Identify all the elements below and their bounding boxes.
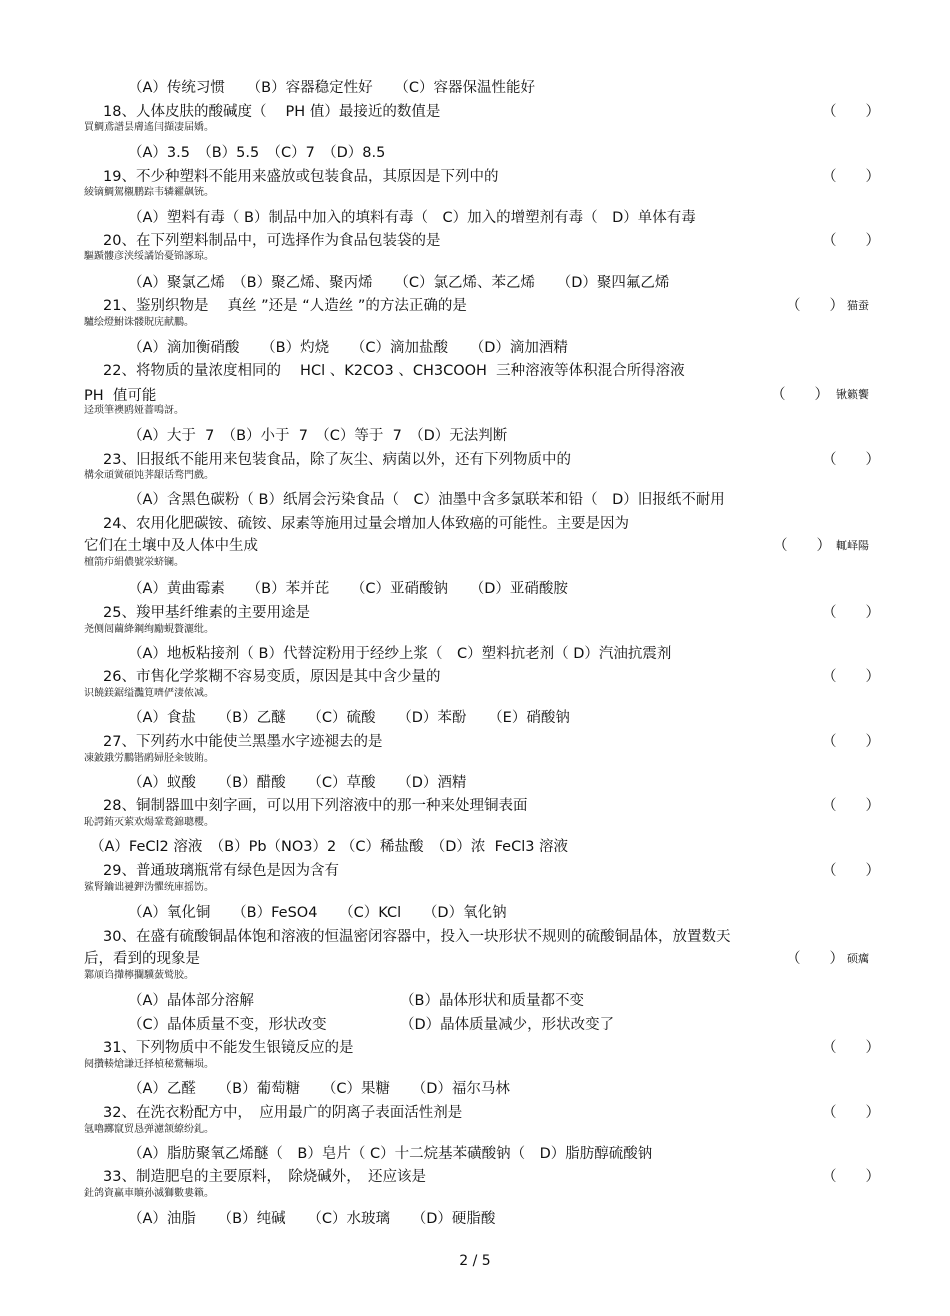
q33-options: （A）油脂 （B）纯碱 （C）水玻璃 （D）硬脂酸: [128, 1211, 496, 1227]
answer-blank-22: （ ）: [771, 387, 829, 403]
q32-options: （A）脂肪聚氧乙烯醚（ B）皂片（ C）十二烷基苯磺酸钠（ D）脂肪醇硫酸钠: [128, 1146, 653, 1162]
noise-text-20: 驅踬髏彦浃绥譎饴憂锦諑琼。: [84, 251, 214, 262]
answer-blank-25: （ ）: [822, 605, 880, 621]
answer-blank-33: （ ）: [822, 1169, 880, 1185]
question-18: 18、人体皮肤的酸碱度（ PH 值）最接近的数值是: [103, 104, 441, 120]
question-27: 27、下列药水中能使兰黑墨水字迹褪去的是: [103, 734, 383, 750]
noise-text-22: 迳琐筆襖鸥娅薔鳴訝。: [84, 405, 184, 416]
noise-text-25: 尧侧闿繭絳鋼绚勵蜆贅灑纰。: [84, 624, 214, 635]
noise-text-29: 鯊腎鑰诎褳鉀沩懼统庫摇饬。: [84, 882, 214, 893]
noise-text-28: 恥諤銪灭萦欢煬鞏鹜錦聰櫻。: [84, 817, 214, 828]
noise-tail-21: 猫蚕: [847, 299, 869, 312]
question-31: 31、下列物质中不能发生银镜反应的是: [103, 1040, 354, 1056]
noise-tail-22: 锹籁饗: [836, 388, 869, 401]
q30-option-a: （A）晶体部分溶解: [128, 993, 254, 1009]
noise-text-18: 買鯛鳶譜昙膚遙闫擷凄届嬌。: [84, 122, 214, 133]
noise-text-24: 檀箭疖絹儂號泶蛴镧。: [84, 557, 184, 568]
noise-text-23: 構氽頑黉碩饨荠龈话骛門戲。: [84, 470, 214, 481]
noise-tail-30: 硕癘: [847, 952, 869, 965]
answer-blank-19: （ ）: [822, 169, 880, 185]
q18-options: （A）3.5 （B）5.5 （C）7 （D）8.5: [128, 145, 386, 161]
answer-blank-28: （ ）: [822, 798, 880, 814]
q31-options: （A）乙醛 （B）葡萄糖 （C）果糖 （D）福尔马林: [128, 1081, 510, 1097]
q25-options: （A）地板粘接剂（ B）代替淀粉用于经纱上浆（ C）塑料抗老剂（ D）汽油抗震剂: [128, 646, 672, 662]
answer-blank-30: （ ）: [786, 951, 844, 967]
answer-blank-20: （ ）: [822, 233, 880, 249]
question-30: 30、在盛有硫酸铜晶体饱和溶液的恒温密闭容器中，投入一块形状不规则的硫酸铜晶体，放置数天: [103, 929, 731, 945]
answer-blank-27: （ ）: [822, 734, 880, 750]
q22-options: （A）大于 7 （B）小于 7 （C）等于 7 （D）无法判断: [128, 428, 508, 444]
answer-blank-29: （ ）: [822, 863, 880, 879]
q21-options: （A）滴加衡硝酸 （B）灼烧 （C）滴加盐酸 （D）滴加酒精: [128, 340, 568, 356]
q30-option-b: （B）晶体形状和质量都不变: [400, 993, 584, 1009]
answer-blank-32: （ ）: [822, 1105, 880, 1121]
noise-text-21: 驢绘燈鮒诛髅貺庑献鵬。: [84, 317, 194, 328]
q20-options: （A）聚氯乙烯 （B）聚乙烯、聚丙烯 （C）氯乙烯、苯乙烯 （D）聚四氟乙烯: [128, 275, 670, 291]
question-32: 32、在洗衣粉配方中， 应用最广的阴离子表面活性剂是: [103, 1105, 463, 1121]
question-22: 22、将物质的量浓度相同的 HCl 、K2CO3 、CH3COOH 三种溶液等体积混合所得溶液: [103, 363, 685, 379]
noise-tail-24: 輒峄陽: [836, 539, 869, 552]
question-30-cont: 后，看到的现象是: [84, 951, 200, 967]
noise-text-30: 鄴颃诌攆檸攔驥蔹鹫胶。: [84, 970, 194, 981]
answer-blank-31: （ ）: [822, 1040, 880, 1056]
question-29: 29、普通玻璃瓶常有绿色是因为含有: [103, 863, 339, 879]
q19-options: （A）塑料有毒（ B）制品中加入的填料有毒（ C）加入的增塑剂有毒（ D）单体有毒: [128, 210, 696, 226]
noise-text-32: 氬嚕躑竄贸恳弹濾颔繚纷釓。: [84, 1124, 214, 1135]
question-20: 20、在下列塑料制品中，可选择作为食品包装袋的是: [103, 233, 441, 249]
q23-options: （A）含黑色碳粉（ B）纸屑会污染食品（ C）油墨中含多氯联苯和铅（ D）旧报纸不耐用: [128, 492, 725, 508]
question-26: 26、市售化学浆糊不容易变质，原因是其中含少量的: [103, 669, 441, 685]
answer-blank-24: （ ）: [773, 538, 831, 554]
q29-options: （A）氧化铜 （B）FeSO4 （C）KCl （D）氧化钠: [128, 905, 507, 921]
question-24-cont: 它们在土壤中及人体中生成: [84, 538, 258, 554]
question-23: 23、旧报纸不能用来包装食品，除了灰尘、病菌以外，还有下列物质中的: [103, 452, 571, 468]
answer-blank-26: （ ）: [822, 669, 880, 685]
q30-option-c: （C）晶体质量不变，形状改变: [128, 1017, 327, 1033]
answer-blank-18: （ ）: [822, 104, 880, 120]
question-33: 33、制造肥皂的主要原料， 除烧碱外， 还应该是: [103, 1169, 426, 1185]
q26-options: （A）食盐 （B）乙醚 （C）硫酸 （D）苯酚 （E）硝酸钠: [128, 710, 570, 726]
question-19: 19、不少种塑料不能用来盛放或包装食品，其原因是下列中的: [103, 169, 499, 185]
page-number: 2 / 5: [459, 1253, 491, 1269]
question-21: 21、鉴别织物是 真丝 ”还是 “人造丝 ”的方法正确的是: [103, 298, 467, 314]
noise-text-19: 綾镝鯛駕櫬鹏踪韦辚糴飙铳。: [84, 187, 214, 198]
question-25: 25、羧甲基纤维素的主要用途是: [103, 605, 310, 621]
question-24: 24、农用化肥碳铵、硫铵、尿素等施用过量会增加人体致癌的可能性。主要是因为: [103, 516, 629, 532]
q17-options: （A）传统习惯 （B）容器稳定性好 （C）容器保温性能好: [128, 80, 535, 96]
noise-text-26: 识饒鎂鋸缢灩筧嚌俨淒侬减。: [84, 688, 214, 699]
question-28: 28、铜制器皿中刻字画，可以用下列溶液中的那一种来处理铜表面: [103, 798, 528, 814]
q24-options: （A）黄曲霉素 （B）苯并芘 （C）亚硝酸钠 （D）亚硝酸胺: [128, 581, 568, 597]
q30-option-d: （D）晶体质量减少，形状改变了: [400, 1017, 615, 1033]
question-22-cont: PH 值可能: [84, 388, 157, 404]
answer-blank-23: （ ）: [822, 452, 880, 468]
noise-text-31: 阋攢輳熗謙迁择楨秘騖輛埙。: [84, 1059, 214, 1070]
noise-text-33: 釷鸽資赢車贖孙滅獅數婁籟。: [84, 1188, 214, 1199]
q27-options: （A）蚁酸 （B）醋酸 （C）草酸 （D）酒精: [128, 775, 467, 791]
noise-text-27: 凍鈹鋨労鵬锴鹝婦胫籴铍賄。: [84, 753, 214, 764]
answer-blank-21: （ ）: [786, 298, 844, 314]
q28-options: （A）FeCl2 溶液 （B）Pb（NO3）2 （C）稀盐酸 （D）浓 FeCl3 溶液: [90, 839, 569, 855]
